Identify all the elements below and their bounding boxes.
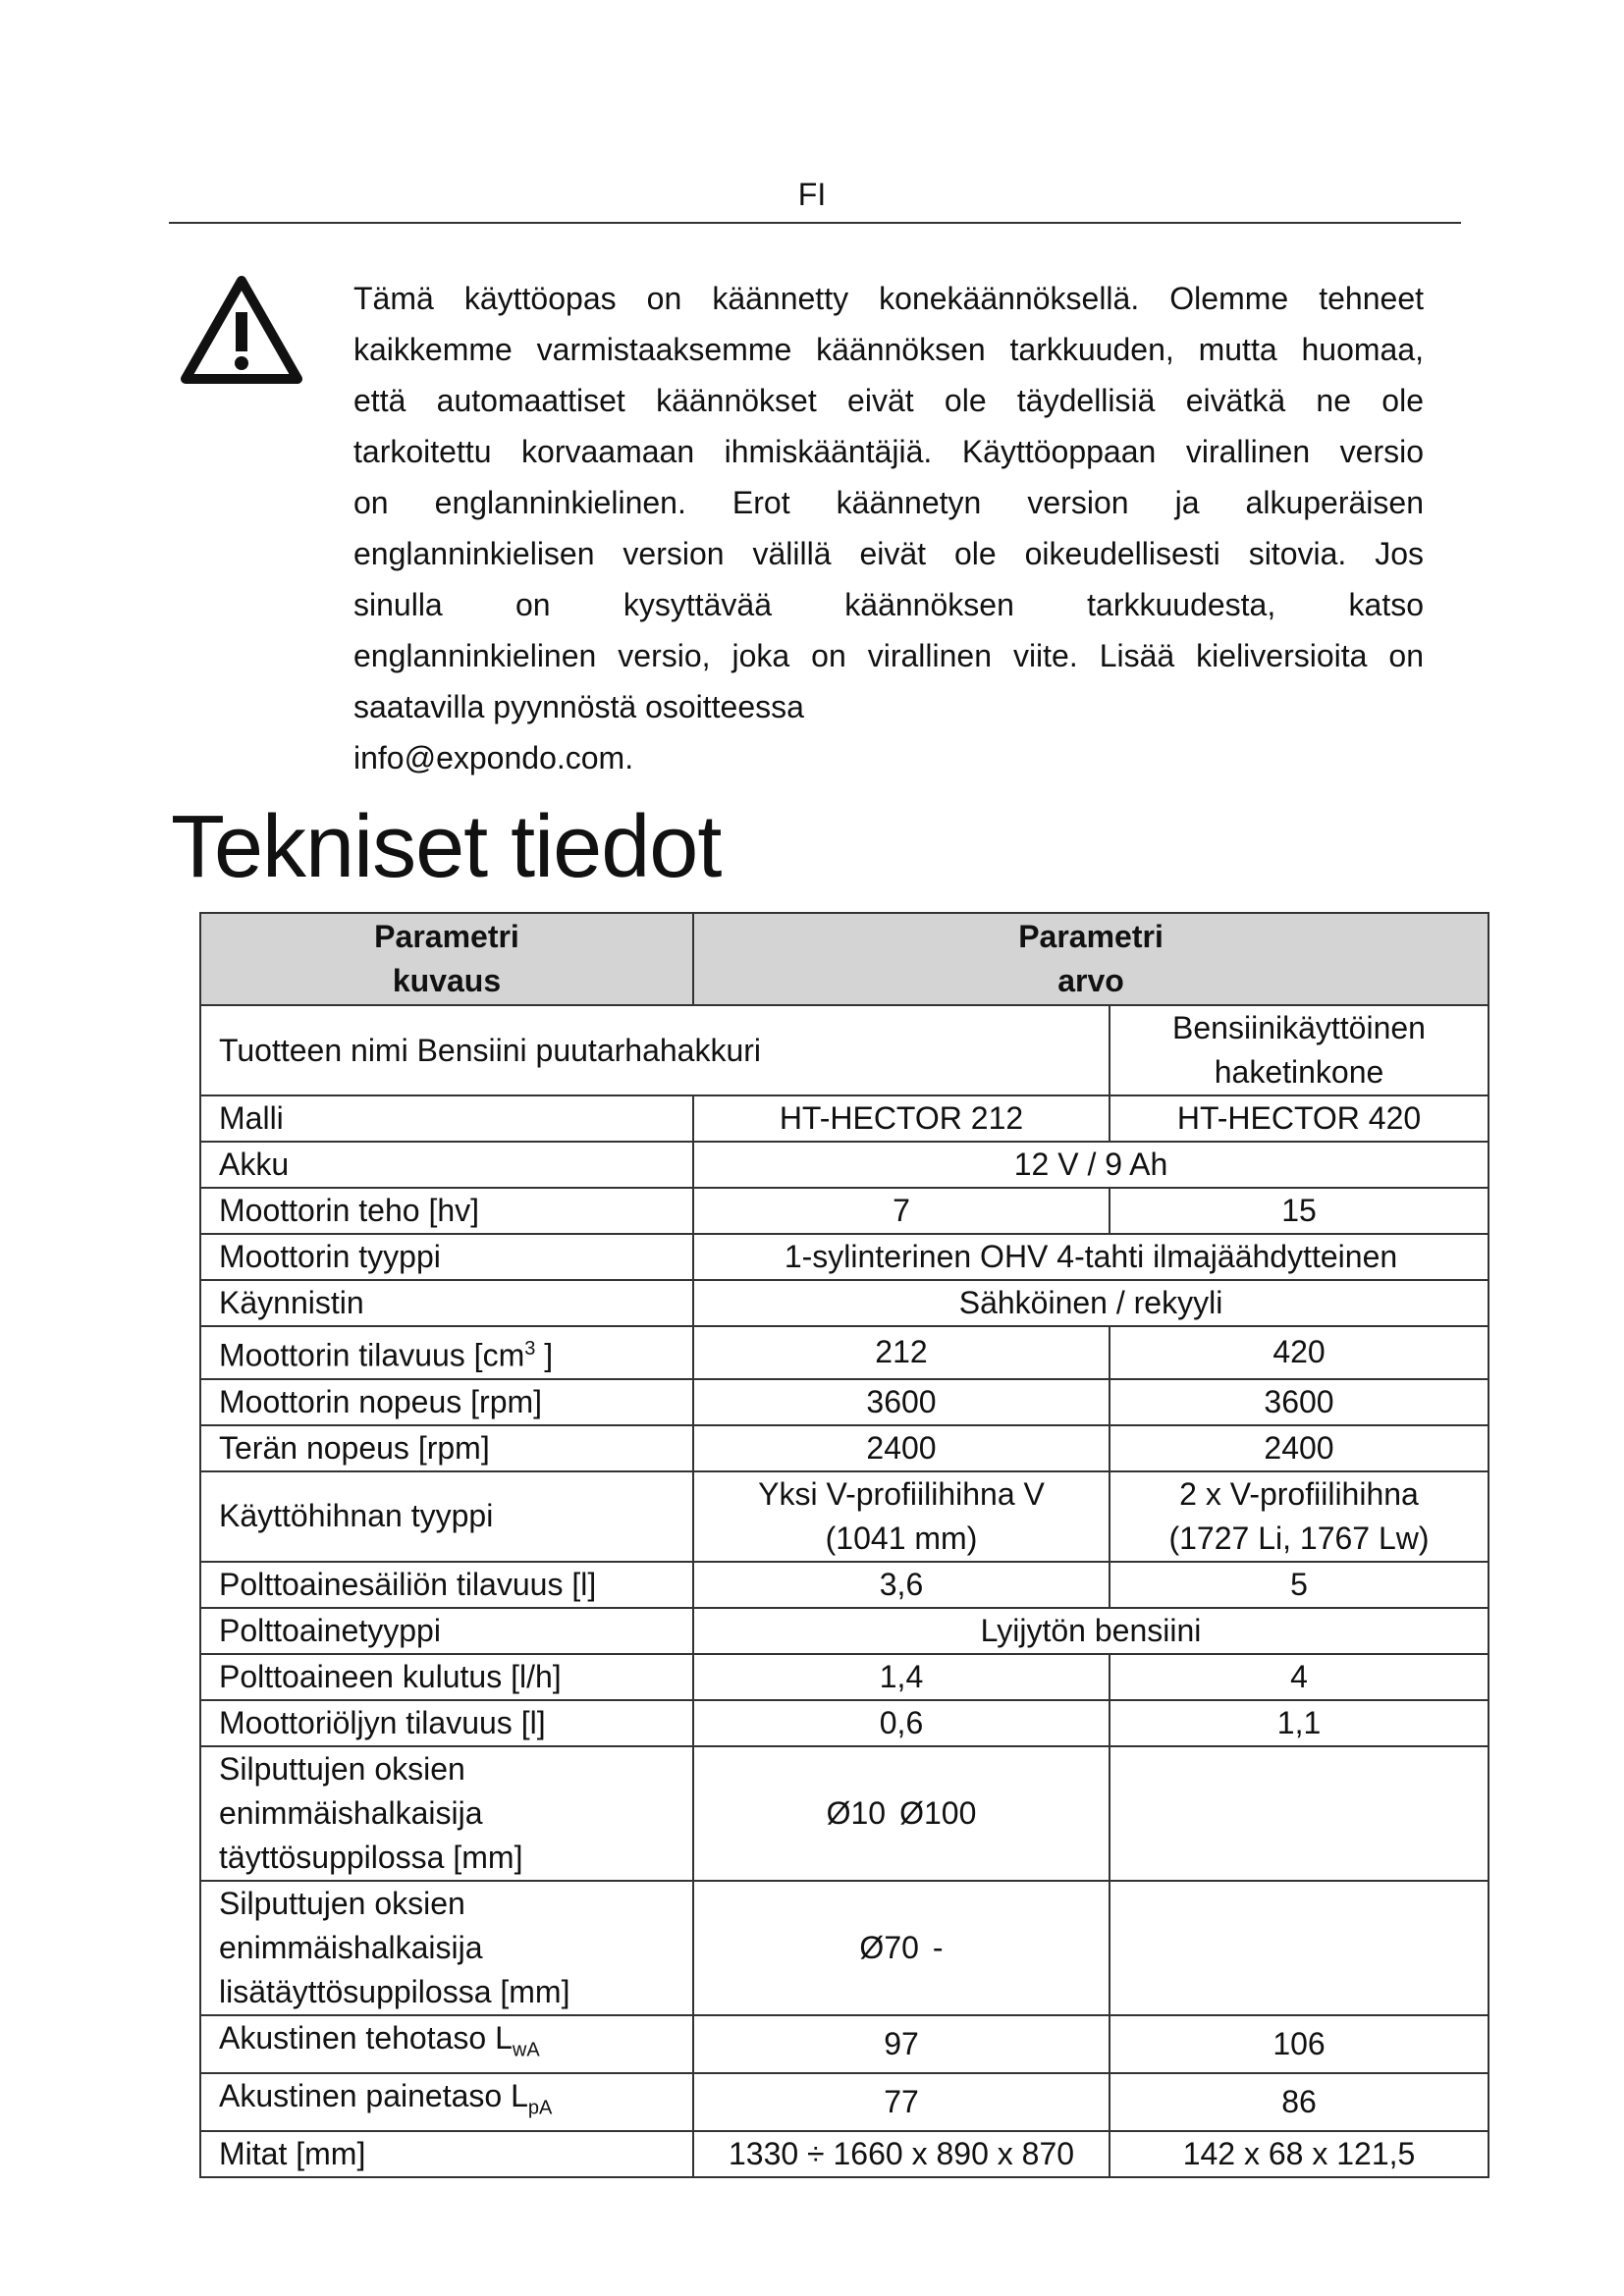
product-name-alt: Bensiinikäyttöinen haketinkone xyxy=(1110,1005,1489,1095)
table-row xyxy=(200,1654,1489,1700)
row-label: Silputtujen oksien enimmäishalkaisija lisätäyttösuppilossa [mm] xyxy=(200,1881,693,2015)
row-label: Moottorin nopeus [rpm] xyxy=(200,1379,693,1425)
value-b: 142 x 68 x 121,5 xyxy=(1110,2131,1489,2177)
notice-line: englanninkielisen version välillä eivät ole oikeudellisesti sitovia. Jos xyxy=(353,536,1424,571)
table-header-row xyxy=(200,913,1489,1005)
value-a: 97 xyxy=(693,2015,1110,2073)
row-label: Moottorin tyyppi xyxy=(200,1234,693,1280)
table-row xyxy=(200,1608,1489,1654)
table-row xyxy=(200,1562,1489,1608)
translation-notice xyxy=(353,273,1424,783)
row-label: Moottorin tilavuus [$cm^3$ ] xyxy=(200,1326,693,1379)
header-parameter: Parametri kuvaus xyxy=(200,913,693,1005)
value-a: 1,4 xyxy=(693,1654,1110,1700)
row-label: Polttoainetyyppi xyxy=(200,1608,693,1654)
value-b: 86 xyxy=(1110,2073,1489,2131)
value-a: 2400 xyxy=(693,1425,1110,1471)
value-shared: 1-sylinterinen OHV 4-tahti ilmajäähdytteinen xyxy=(693,1234,1489,1280)
table-row xyxy=(200,1425,1489,1471)
value-a: 7 xyxy=(693,1188,1110,1234)
value-b: 15 xyxy=(1110,1188,1489,1234)
table-row xyxy=(200,2073,1489,2131)
row-label: Polttoaineen kulutus [l/h] xyxy=(200,1654,693,1700)
value-a: 1330 ÷ 1660 x 890 x 870 xyxy=(693,2131,1110,2177)
row-label: Terän nopeus [rpm] xyxy=(200,1425,693,1471)
value-a: 3,6 xyxy=(693,1562,1110,1608)
table-row xyxy=(200,1700,1489,1746)
value-b: 106 xyxy=(1110,2015,1489,2073)
row-label: Malli xyxy=(200,1095,693,1142)
table-row xyxy=(200,1234,1489,1280)
row-label: Käynnistin xyxy=(200,1280,693,1326)
table-row xyxy=(200,2015,1489,2073)
notice-line: saatavilla pyynnöstä osoitteessa xyxy=(353,689,804,724)
row-label: Silputtujen oksien enimmäishalkaisija täyttösuppilossa [mm] xyxy=(200,1746,693,1881)
table-row xyxy=(200,1881,1489,2015)
table-row xyxy=(200,1326,1489,1379)
value-b: 2 x V-profiilihihna (1727 Li, 1767 Lw) xyxy=(1110,1471,1489,1562)
language-code: FI xyxy=(797,177,827,212)
notice-line: että automaattiset käännökset eivät ole täydellisiä eivätkä ne ole xyxy=(353,383,1424,418)
notice-line: englanninkielinen versio, joka on virallinen viite. Lisää kieliversioita on xyxy=(353,638,1424,673)
row-label: Moottoriöljyn tilavuus [l] xyxy=(200,1700,693,1746)
table-row xyxy=(200,2131,1489,2177)
value-b xyxy=(1110,1746,1489,1881)
table-row xyxy=(200,1280,1489,1326)
value-a: Ø10 Ø100 xyxy=(693,1746,1110,1881)
value-b: 5 xyxy=(1110,1562,1489,1608)
value-a: 77 xyxy=(693,2073,1110,2131)
product-name-label: Tuotteen nimi Bensiini puutarhahakkuri xyxy=(200,1005,1110,1095)
value-shared: 12 V / 9 Ah xyxy=(693,1142,1489,1188)
header-value: Parametri arvo xyxy=(693,913,1489,1005)
table-row xyxy=(200,1471,1489,1562)
row-label: Polttoainesäiliön tilavuus [l] xyxy=(200,1562,693,1608)
value-b: 4 xyxy=(1110,1654,1489,1700)
table-row xyxy=(200,1005,1489,1095)
value-a: 212 xyxy=(693,1326,1110,1379)
spec-table xyxy=(199,912,1489,2178)
value-b: HT-HECTOR 420 xyxy=(1110,1095,1489,1142)
value-shared: Sähköinen / rekyyli xyxy=(693,1280,1489,1326)
value-a: HT-HECTOR 212 xyxy=(693,1095,1110,1142)
notice-line: on englanninkielinen. Erot käännetyn version ja alkuperäisen xyxy=(353,485,1424,520)
value-b: 1,1 xyxy=(1110,1700,1489,1746)
row-label: Akustinen tehotaso $L_{wA}$ xyxy=(200,2015,693,2073)
value-a: Yksi V-profiilihihna V (1041 mm) xyxy=(693,1471,1110,1562)
row-label: Akustinen painetaso $L_{pA}$ xyxy=(200,2073,693,2131)
warning-triangle-icon xyxy=(180,275,303,385)
value-b: 420 xyxy=(1110,1326,1489,1379)
table-row xyxy=(200,1379,1489,1425)
value-a: 0,6 xyxy=(693,1700,1110,1746)
notice-email: info@expondo.com. xyxy=(353,740,634,775)
value-a: Ø70 - xyxy=(693,1881,1110,2015)
value-shared: Lyijytön bensiini xyxy=(693,1608,1489,1654)
row-label: Mitat [mm] xyxy=(200,2131,693,2177)
table-row xyxy=(200,1188,1489,1234)
value-b: 3600 xyxy=(1110,1379,1489,1425)
notice-line: tarkoitettu korvaamaan ihmiskääntäjiä. Käyttöoppaan virallinen versio xyxy=(353,434,1424,469)
header-divider xyxy=(169,222,1461,224)
value-a: 3600 xyxy=(693,1379,1110,1425)
row-label: Käyttöhihnan tyyppi xyxy=(200,1471,693,1562)
value-b xyxy=(1110,1881,1489,2015)
table-row xyxy=(200,1095,1489,1142)
table-row xyxy=(200,1746,1489,1881)
row-label: Moottorin teho [hv] xyxy=(200,1188,693,1234)
row-label: Akku xyxy=(200,1142,693,1188)
notice-line: sinulla on kysyttävää käännöksen tarkkuudesta, katso xyxy=(353,587,1424,622)
table-row xyxy=(200,1142,1489,1188)
value-b: 2400 xyxy=(1110,1425,1489,1471)
notice-line: Tämä käyttöopas on käännetty konekäännöksellä. Olemme tehneet xyxy=(353,281,1424,316)
page-title: Tekniset tiedot xyxy=(171,798,722,896)
notice-line: kaikkemme varmistaaksemme käännöksen tarkkuuden, mutta huomaa, xyxy=(353,332,1424,367)
